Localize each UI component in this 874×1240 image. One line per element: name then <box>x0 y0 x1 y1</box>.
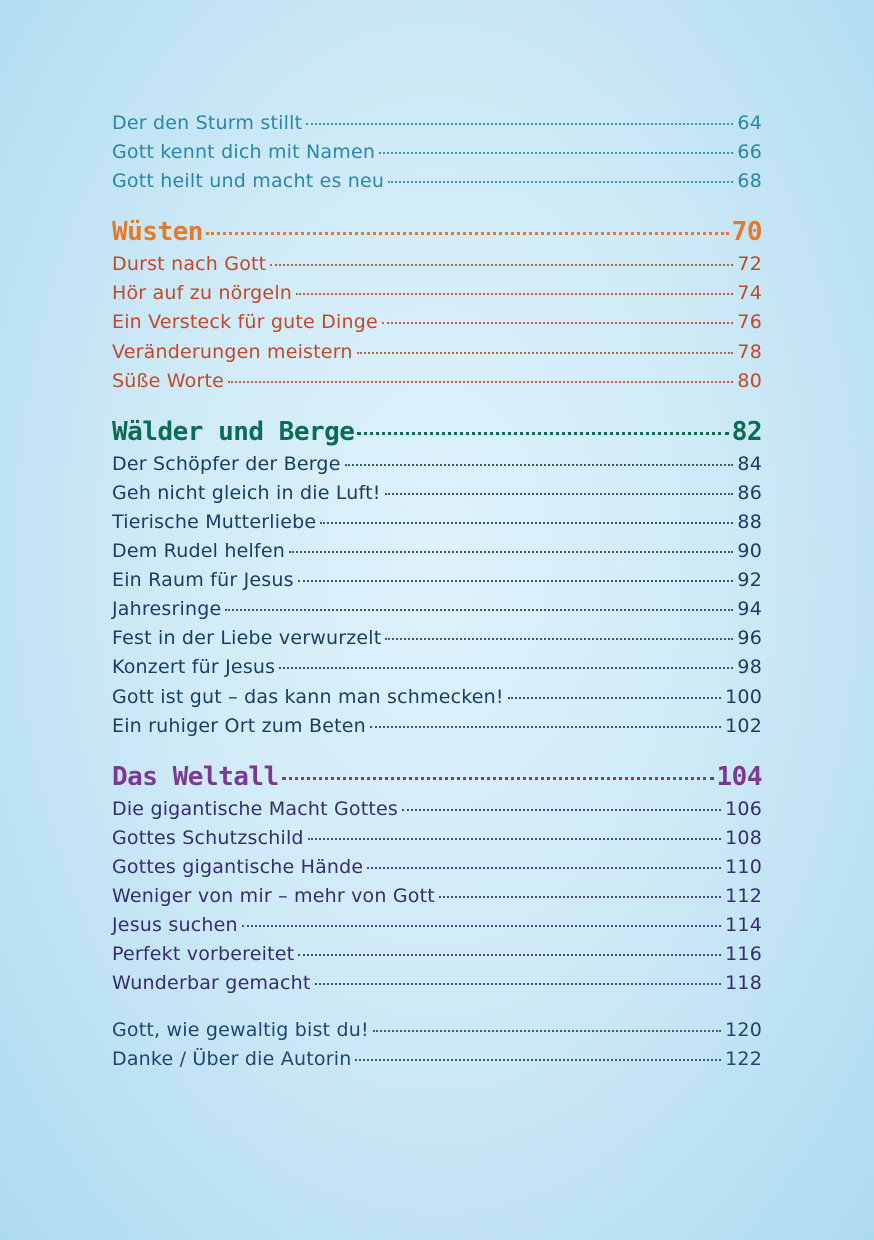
toc-entry <box>112 511 762 540</box>
toc-entry-page: 92 <box>737 569 762 592</box>
toc-entry-title: Konzert für Jesus <box>112 656 276 679</box>
dot-leader <box>308 838 721 840</box>
dot-leader <box>388 181 733 183</box>
toc-closing-group <box>112 1019 762 1077</box>
toc-entry-page: 68 <box>737 170 762 193</box>
toc-entry-title: Hör auf zu nörgeln <box>112 282 293 305</box>
toc-entry <box>112 540 762 569</box>
section-heading-page: 70 <box>731 217 762 248</box>
toc-entry <box>112 282 762 311</box>
toc-intro-group <box>112 112 762 199</box>
dot-leader <box>225 609 733 611</box>
toc-entry <box>112 656 762 685</box>
toc-section-waelder-und-berge <box>112 417 762 744</box>
toc-entry <box>112 627 762 656</box>
section-heading <box>112 217 762 250</box>
toc-entry <box>112 972 762 1001</box>
section-heading-page: 82 <box>731 416 762 447</box>
toc-entry <box>112 798 762 827</box>
dot-leader <box>357 432 728 435</box>
toc-entry <box>112 141 762 170</box>
toc-entry-title: Ein Raum für Jesus <box>112 569 294 592</box>
toc-entry-title: Gott heilt und macht es neu <box>112 170 385 193</box>
toc-entry-title: Die gigantische Macht Gottes <box>112 797 399 820</box>
toc-entry-title: Danke / Über die Autorin <box>112 1048 352 1071</box>
toc-entry-page: 90 <box>737 540 762 563</box>
toc-entry-title: Tierische Mutterliebe <box>112 510 317 533</box>
toc-entry <box>112 1048 762 1077</box>
section-heading-title: Wälder und Berge <box>112 416 355 447</box>
toc-entry <box>112 827 762 856</box>
table-of-contents <box>112 112 762 1096</box>
toc-entry-title: Weniger von mir – mehr von Gott <box>112 884 435 907</box>
toc-entry <box>112 715 762 744</box>
toc-entry <box>112 943 762 972</box>
toc-entry-page: 80 <box>737 369 762 392</box>
toc-section-wuesten <box>112 217 762 398</box>
toc-section-das-weltall <box>112 762 762 1002</box>
toc-entry-page: 86 <box>737 481 762 504</box>
toc-entry-title: Perfekt vorbereitet <box>112 943 295 966</box>
toc-entry-page: 106 <box>725 797 762 820</box>
toc-entry-page: 78 <box>737 340 762 363</box>
dot-leader <box>355 1059 721 1061</box>
toc-entry-page: 120 <box>725 1019 762 1042</box>
toc-entry <box>112 856 762 885</box>
dot-leader <box>298 580 734 582</box>
toc-entry-title: Gott kennt dich mit Namen <box>112 141 376 164</box>
toc-entry-page: 114 <box>725 914 762 937</box>
dot-leader <box>373 1030 721 1032</box>
toc-entry-page: 98 <box>737 656 762 679</box>
toc-entry-title: Jesus suchen <box>112 914 238 937</box>
dot-leader <box>289 551 733 553</box>
dot-leader <box>206 232 729 235</box>
toc-entry <box>112 569 762 598</box>
toc-entry-title: Der Schöpfer der Berge <box>112 452 341 475</box>
toc-entry <box>112 253 762 282</box>
toc-entry-title: Gott, wie gewaltig bist du! <box>112 1019 369 1042</box>
toc-entry-page: 84 <box>737 452 762 475</box>
toc-entry-page: 88 <box>737 510 762 533</box>
section-heading-page: 104 <box>716 761 762 792</box>
dot-leader <box>385 493 734 495</box>
toc-entry-page: 102 <box>725 714 762 737</box>
section-heading <box>112 417 762 450</box>
dot-leader <box>370 726 721 728</box>
toc-entry-page: 76 <box>737 311 762 334</box>
toc-entry-page: 116 <box>725 943 762 966</box>
toc-entry-page: 110 <box>725 855 762 878</box>
toc-entry-title: Geh nicht gleich in die Luft! <box>112 481 381 504</box>
toc-entry <box>112 453 762 482</box>
toc-entry-page: 96 <box>737 627 762 650</box>
dot-leader <box>385 638 733 640</box>
dot-leader <box>270 264 733 266</box>
toc-entry <box>112 482 762 511</box>
toc-entry-title: Veränderungen meistern <box>112 340 353 363</box>
dot-leader <box>228 381 733 383</box>
toc-entry-title: Süße Worte <box>112 369 225 392</box>
toc-entry-page: 100 <box>725 685 762 708</box>
toc-entry-page: 66 <box>737 141 762 164</box>
dot-leader <box>279 667 733 669</box>
dot-leader <box>379 152 733 154</box>
dot-leader <box>367 867 721 869</box>
dot-leader <box>242 925 721 927</box>
toc-entry-title: Wunderbar gemacht <box>112 972 311 995</box>
dot-leader <box>315 983 722 985</box>
toc-entry <box>112 914 762 943</box>
toc-entry-page: 94 <box>737 598 762 621</box>
toc-entry-page: 112 <box>725 884 762 907</box>
toc-entry-title: Ein Versteck für gute Dinge <box>112 311 378 334</box>
dot-leader <box>508 697 721 699</box>
dot-leader <box>382 322 734 324</box>
toc-entry-title: Der den Sturm stillt <box>112 112 303 134</box>
dot-leader <box>320 522 733 524</box>
toc-entry-page: 118 <box>725 972 762 995</box>
toc-entry-title: Fest in der Liebe verwurzelt <box>112 627 382 650</box>
dot-leader <box>296 293 733 295</box>
dot-leader <box>306 123 733 125</box>
toc-entry <box>112 598 762 627</box>
toc-entry <box>112 341 762 370</box>
toc-entry-page: 122 <box>725 1048 762 1071</box>
toc-entry-title: Gottes gigantische Hände <box>112 855 364 878</box>
toc-entry-title: Gott ist gut – das kann man schmecken! <box>112 685 504 708</box>
dot-leader <box>282 777 714 780</box>
toc-entry-title: Gottes Schutzschild <box>112 826 304 849</box>
toc-entry <box>112 686 762 715</box>
toc-entry-page: 108 <box>725 826 762 849</box>
toc-entry <box>112 370 762 399</box>
toc-entry-title: Dem Rudel helfen <box>112 540 285 563</box>
dot-leader <box>345 464 734 466</box>
section-heading-title: Wüsten <box>112 217 203 248</box>
dot-leader <box>402 809 721 811</box>
toc-entry <box>112 1019 762 1048</box>
toc-entry-page: 74 <box>737 282 762 305</box>
toc-entry <box>112 311 762 340</box>
toc-entry-page: 72 <box>737 253 762 276</box>
section-heading-title: Das Weltall <box>112 761 279 792</box>
dot-leader <box>298 954 721 956</box>
toc-entry <box>112 885 762 914</box>
dot-leader <box>357 352 734 354</box>
toc-entry <box>112 170 762 199</box>
toc-entry-title: Durst nach Gott <box>112 253 267 276</box>
section-heading <box>112 762 762 795</box>
toc-entry <box>112 112 762 141</box>
dot-leader <box>439 896 721 898</box>
toc-entry-title: Ein ruhiger Ort zum Beten <box>112 714 366 737</box>
toc-entry-page: 64 <box>737 112 762 134</box>
toc-entry-title: Jahresringe <box>112 598 222 621</box>
